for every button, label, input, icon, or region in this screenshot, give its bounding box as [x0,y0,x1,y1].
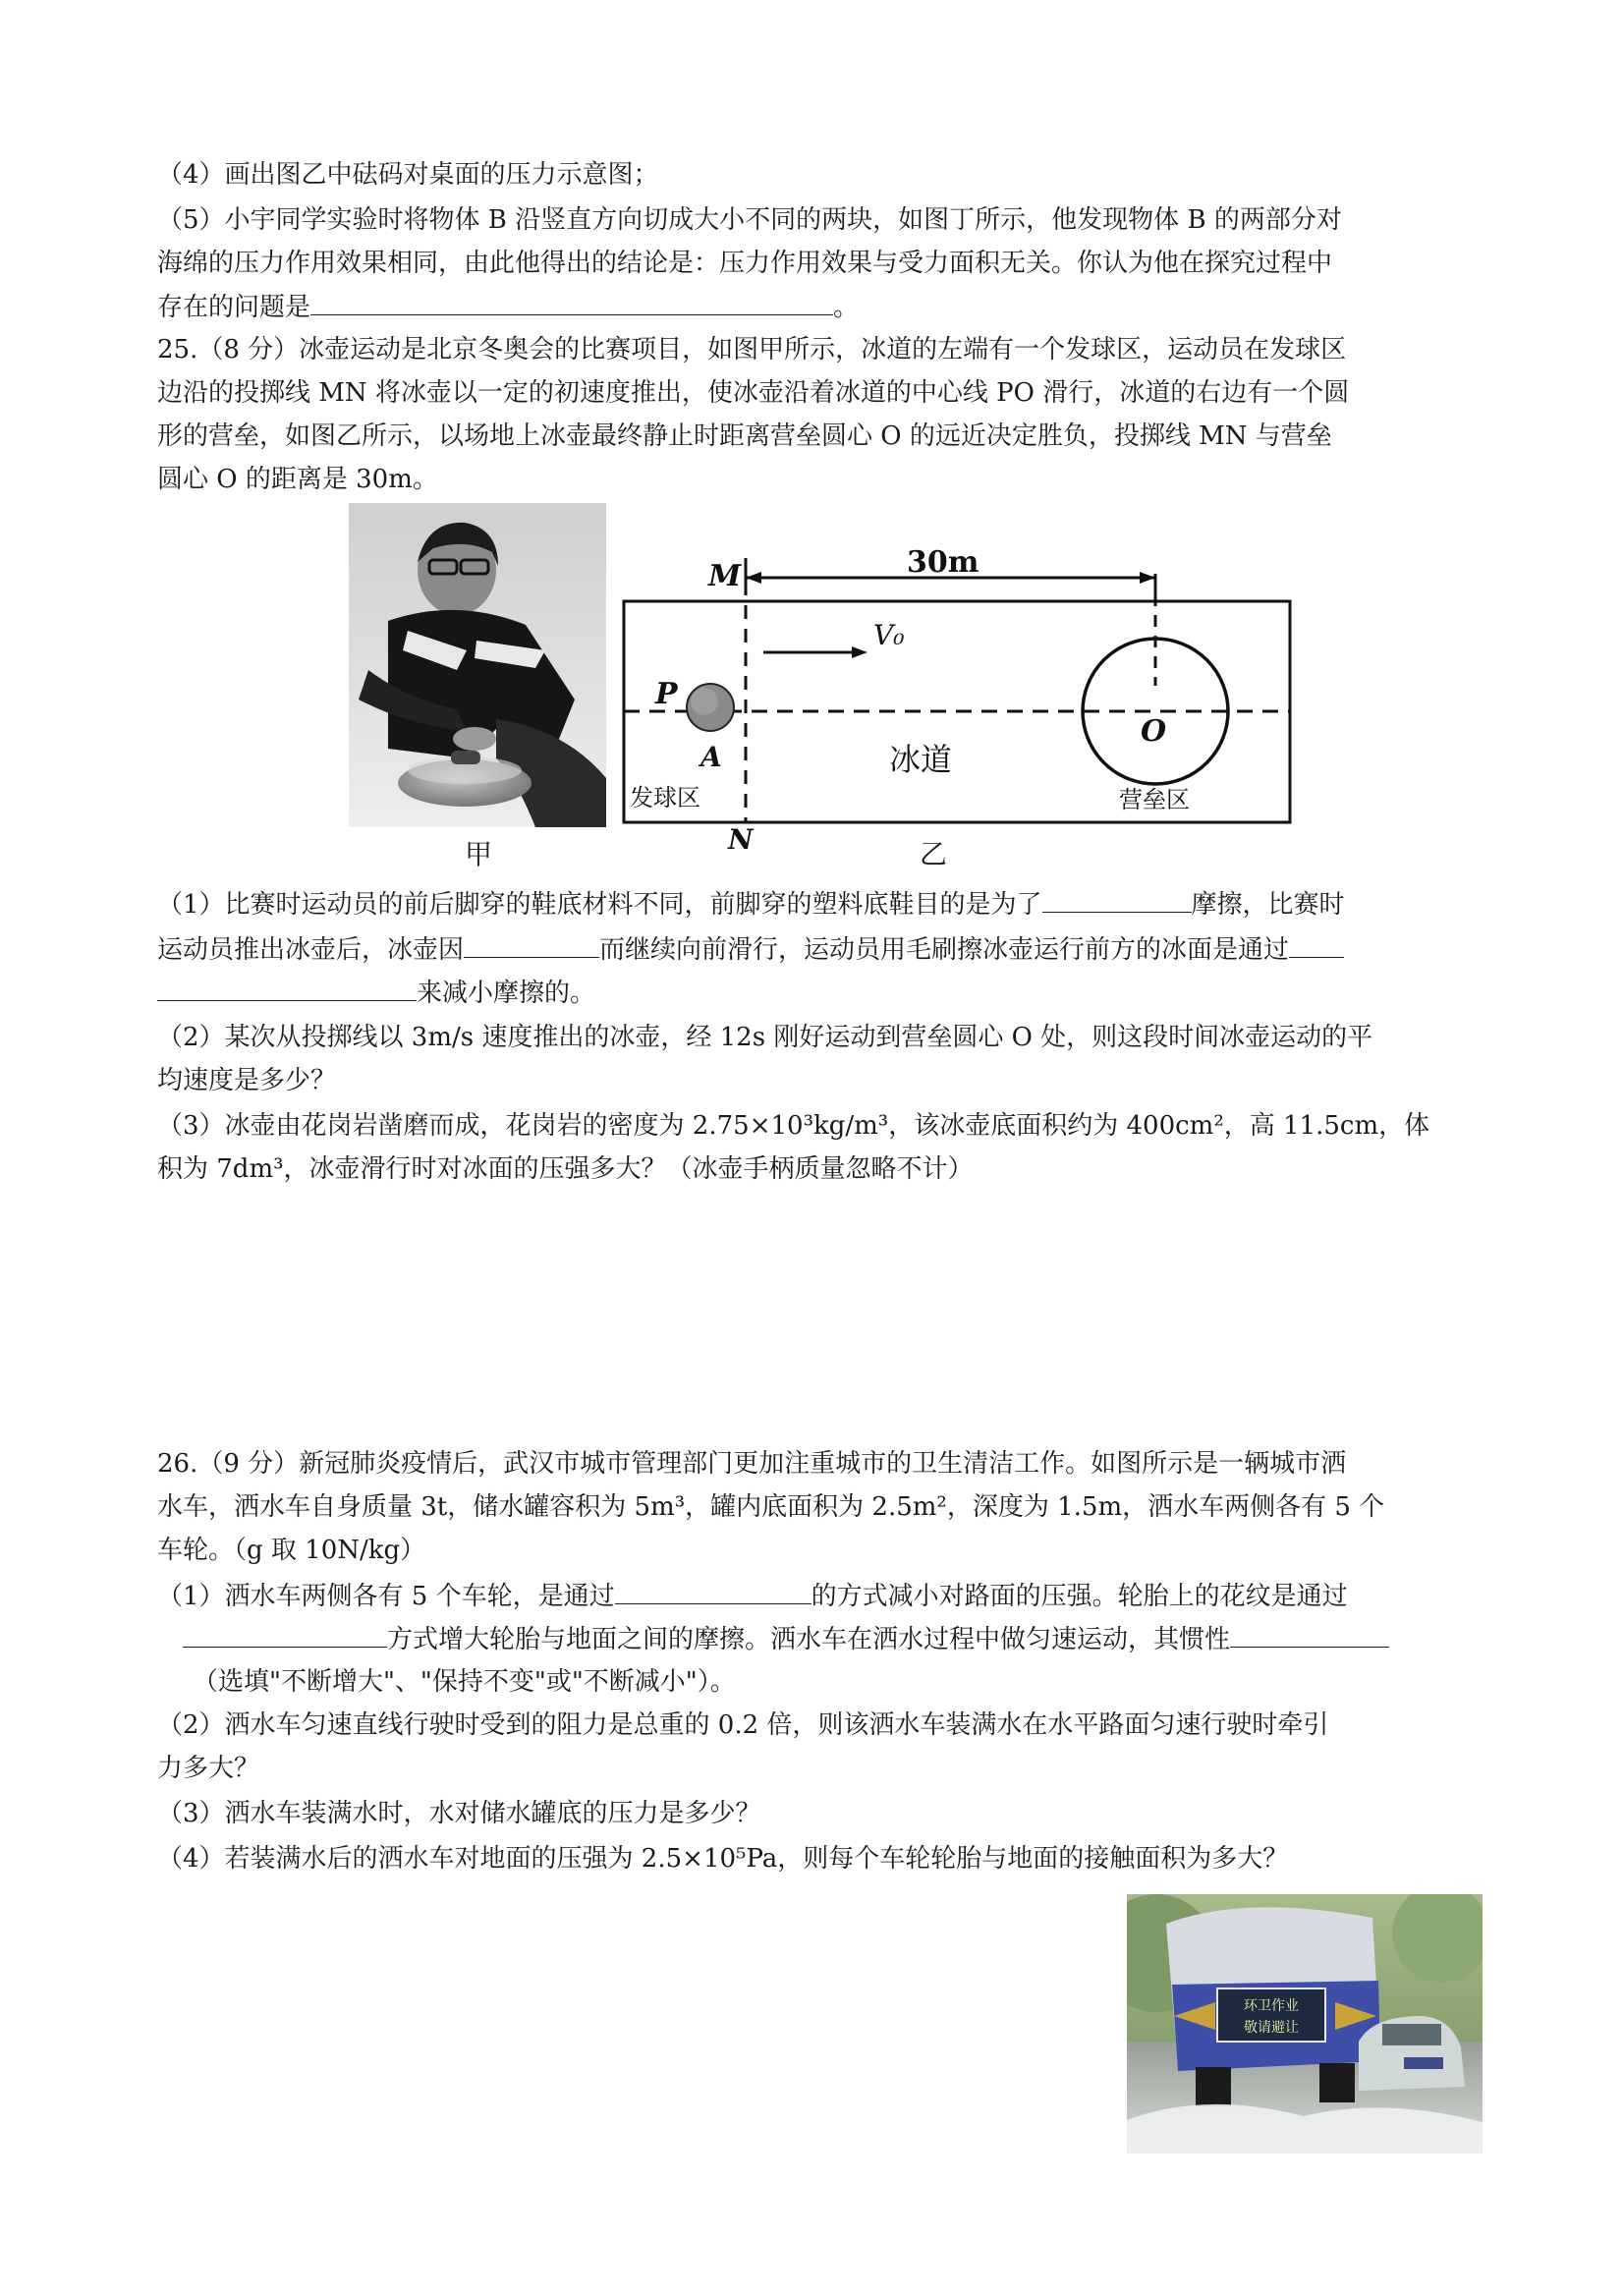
curling-player-photo [349,503,606,827]
answer-blank[interactable] [310,287,833,315]
truck-sign-line2: 敬请避让 [1244,2020,1299,2036]
q26-part4: （4）若装满水后的洒水车对地面的压强为 2.5×10⁵Pa，则每个车轮轮胎与地面的接触面积为多大？ [157,1844,1289,1874]
label-o: O [1141,714,1167,749]
q26-part1-line3: （选填"不断增大"、"保持不变"或"不断减小"）。 [193,1667,736,1697]
answer-blank[interactable] [615,1576,812,1604]
label-launch-zone: 发球区 [630,784,700,812]
sprinkler-truck-photo [1127,1894,1483,2154]
q25-part1-text-d: 而继续向前滑行，运动员用毛刷擦冰壶运行前方的冰面是通过 [599,935,1290,965]
truck-sign-line1: 环卫作业 [1244,1998,1299,2014]
figure-label-yi: 乙 [920,838,948,870]
label-m: M [708,559,742,593]
q25-part1-text-e: 来减小摩擦的。 [417,979,596,1008]
label-v0: V₀ [873,619,905,651]
label-distance: 30m [907,545,979,580]
curling-sheet-diagram [614,538,1302,853]
answer-blank[interactable] [464,929,599,958]
label-ice-lane: 冰道 [889,741,953,778]
q26-part1-line2 [183,1619,1511,1659]
q24-part5-end: 。 [833,293,860,322]
q25-intro-line3: 形的营垒，如图乙所示，以场地上冰壶最终静止时距离营垒圆心 O 的远近决定胜负，投掷线 MN 与营垒 [157,421,1332,451]
q26-part1-text-c: 方式增大轮胎与地面之间的摩擦。洒水车在洒水过程中做匀速运动，其惯性 [387,1625,1231,1654]
answer-blank[interactable] [183,1619,387,1648]
answer-blank[interactable] [157,973,417,1001]
q26-part3: （3）洒水车装满水时，水对储水罐底的压力是多少？ [157,1799,761,1828]
q25-intro-line2: 边沿的投掷线 MN 将冰壶以一定的初速度推出，使冰壶沿着冰道的中心线 PO 滑行，冰道的右边有一个圆 [157,378,1350,408]
q25-intro-line1: 25.（8 分）冰壶运动是北京冬奥会的比赛项目，如图甲所示，冰道的左端有一个发球区，运动员在发球区 [157,335,1347,364]
answer-blank[interactable] [1289,929,1344,958]
q24-part5-line1: （5）小宇同学实验时将物体 B 沿竖直方向切成大小不同的两块，如图丁所示，他发现物体 B 的两部分对 [157,205,1342,235]
q26-intro-line1: 26.（9 分）新冠肺炎疫情后，武汉市城市管理部门更加注重城市的卫生清洁工作。如图所示是一辆城市洒 [157,1449,1347,1479]
answer-blank[interactable] [1230,1619,1389,1648]
q25-part3-line2: 积为 7dm³，冰壶滑行时对冰面的压强多大？（冰壶手柄质量忽略不计） [157,1154,974,1184]
answer-blank[interactable] [1042,884,1192,913]
q24-part5-text: 存在的问题是 [157,293,311,322]
q25-intro-line4: 圆心 O 的距离是 30m。 [157,465,438,494]
label-p: P [655,677,678,711]
q25-part1-line3 [157,973,1485,1013]
q24-part4: （4）画出图乙中砝码对桌面的压力示意图； [157,160,659,190]
q26-part1-line1 [157,1576,1485,1616]
q25-part1-line1 [157,884,1485,924]
q25-part2-line2: 均速度是多少？ [157,1066,337,1095]
label-house-zone: 营垒区 [1119,786,1190,813]
q26-intro-line3: 车轮。（g 取 10N/kg） [157,1536,426,1565]
q26-intro-line2: 水车，洒水车自身质量 3t，储水罐容积为 5m³，罐内底面积为 2.5m²，深度为 1.5m，洒水车两侧各有 5 个 [157,1492,1385,1522]
q25-part1-text-c: 运动员推出冰壶后，冰壶因 [157,935,465,965]
q26-part1-text-b: 的方式减小对路面的压强。轮胎上的花纹是通过 [811,1582,1348,1611]
label-n: N [728,823,754,853]
q24-part5-line2: 海绵的压力作用效果相同，由此他得出的结论是：压力作用效果与受力面积无关。你认为他在探究过程中 [157,249,1333,278]
q24-part5-line3 [157,287,1485,327]
figure-label-jia: 甲 [465,838,493,870]
q26-part1-text-a: （1）洒水车两侧各有 5 个车轮，是通过 [157,1582,615,1611]
q26-part2-line1: （2）洒水车匀速直线行驶时受到的阻力是总重的 0.2 倍，则该洒水车装满水在水平路面匀速行驶时牵引 [157,1710,1329,1740]
q25-part1-text-a: （1）比赛时运动员的前后脚穿的鞋底材料不同，前脚穿的塑料底鞋目的是为了 [157,890,1042,920]
q25-part3-line1: （3）冰壶由花岗岩凿磨而成，花岗岩的密度为 2.75×10³kg/m³，该冰壶底面积约为 400cm²，高 11.5cm，体 [157,1111,1430,1141]
q25-part1-text-b: 摩擦，比赛时 [1191,890,1345,920]
q25-part1-line2 [157,929,1485,970]
q26-part2-line2: 力多大？ [157,1754,260,1783]
q25-part2-line1: （2）某次从投掷线以 3m/s 速度推出的冰壶，经 12s 刚好运动到营垒圆心 O 处，则这段时间冰壶运动的平 [157,1023,1373,1052]
label-a: A [700,741,722,773]
